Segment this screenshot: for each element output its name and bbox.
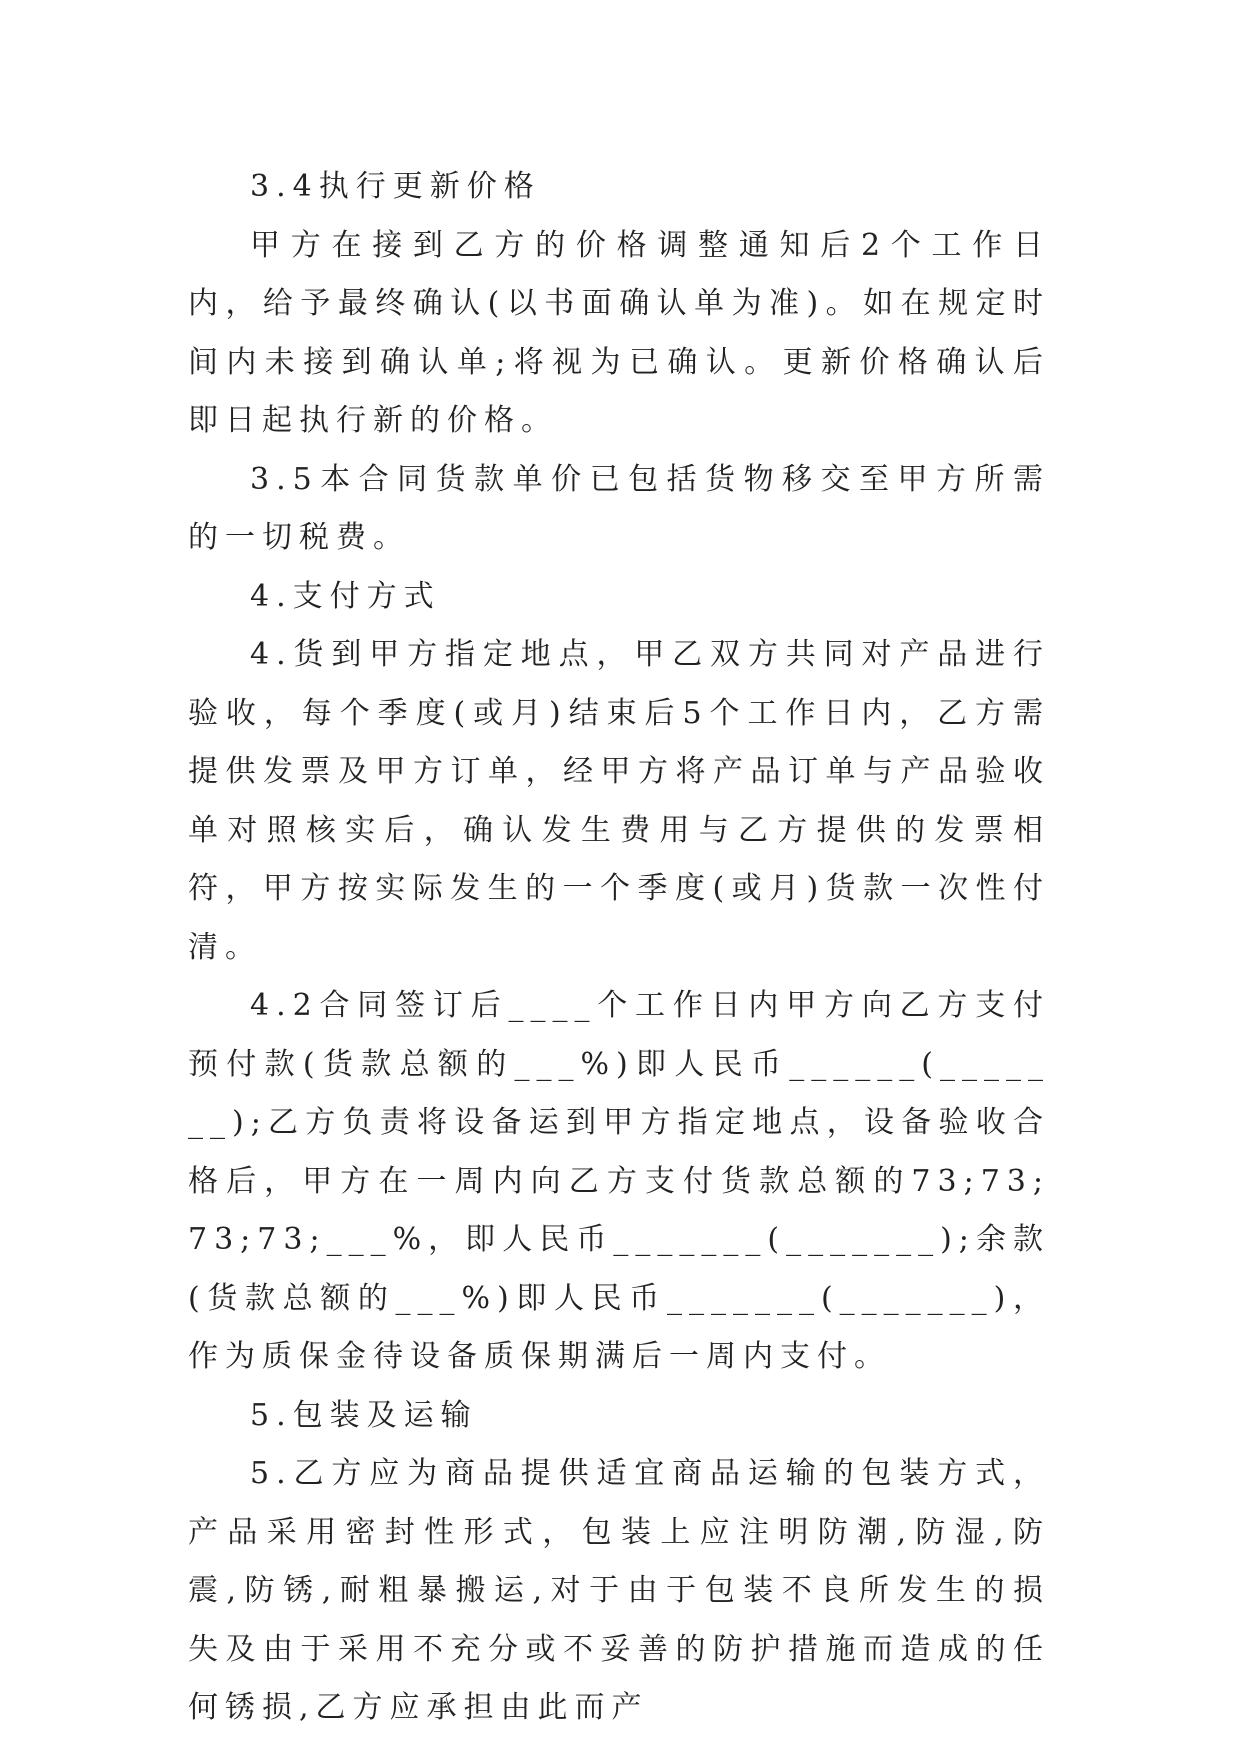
- paragraph-price-confirmation: 甲方在接到乙方的价格调整通知后2个工作日内，给予最终确认(以书面确认单为准)。如在规定时间内未接到确认单;将视为已确认。更新价格确认后即日起执行新的价格。: [188, 227, 1050, 438]
- section-heading-4: 4.支付方式: [250, 578, 441, 614]
- paragraph-acceptance-payment: 4.货到甲方指定地点，甲乙双方共同对产品进行验收，每个季度(或月)结束后5个工作日内，乙方需提供发票及甲方订单，经甲方将产品订单与产品验收单对照核实后，确认发生费用与乙方提供的发票相符，甲方按实际发生的一个季度(或月)货款一次性付清。: [188, 637, 1050, 965]
- paragraph-unit-price-taxes: 3.5本合同货款单价已包括货物移交至甲方所需的一切税费。: [188, 461, 1050, 555]
- paragraph-packaging: 5.乙方应为商品提供适宜商品运输的包装方式，产品采用密封性形式，包装上应注明防潮,防湿,防震,防锈,耐粗暴搬运,对于由于包装不良所发生的损失及由于采用不充分或不妥善的防护措施而造成的任何锈损,乙方应承担由此而产: [188, 1456, 1050, 1725]
- paragraph-prepayment: 4.2合同签订后____个工作日内甲方向乙方支付预付款(货款总额的___%)即人民币______(_______);乙方负责将设备运到甲方指定地点，设备验收合格后，甲方在一周内向乙方支付货款总额的73;73;73;73;___%，即人民币_______(_______);余款(货款总额的___%)即人民币_______(_______)，作为质保金待设备质保期满后一周内支付。: [188, 988, 1050, 1374]
- section-heading-5: 5.包装及运输: [250, 1397, 478, 1433]
- section-heading-3-4: 3.4执行更新价格: [250, 169, 541, 204]
- document-body: [188, 158, 1050, 1738]
